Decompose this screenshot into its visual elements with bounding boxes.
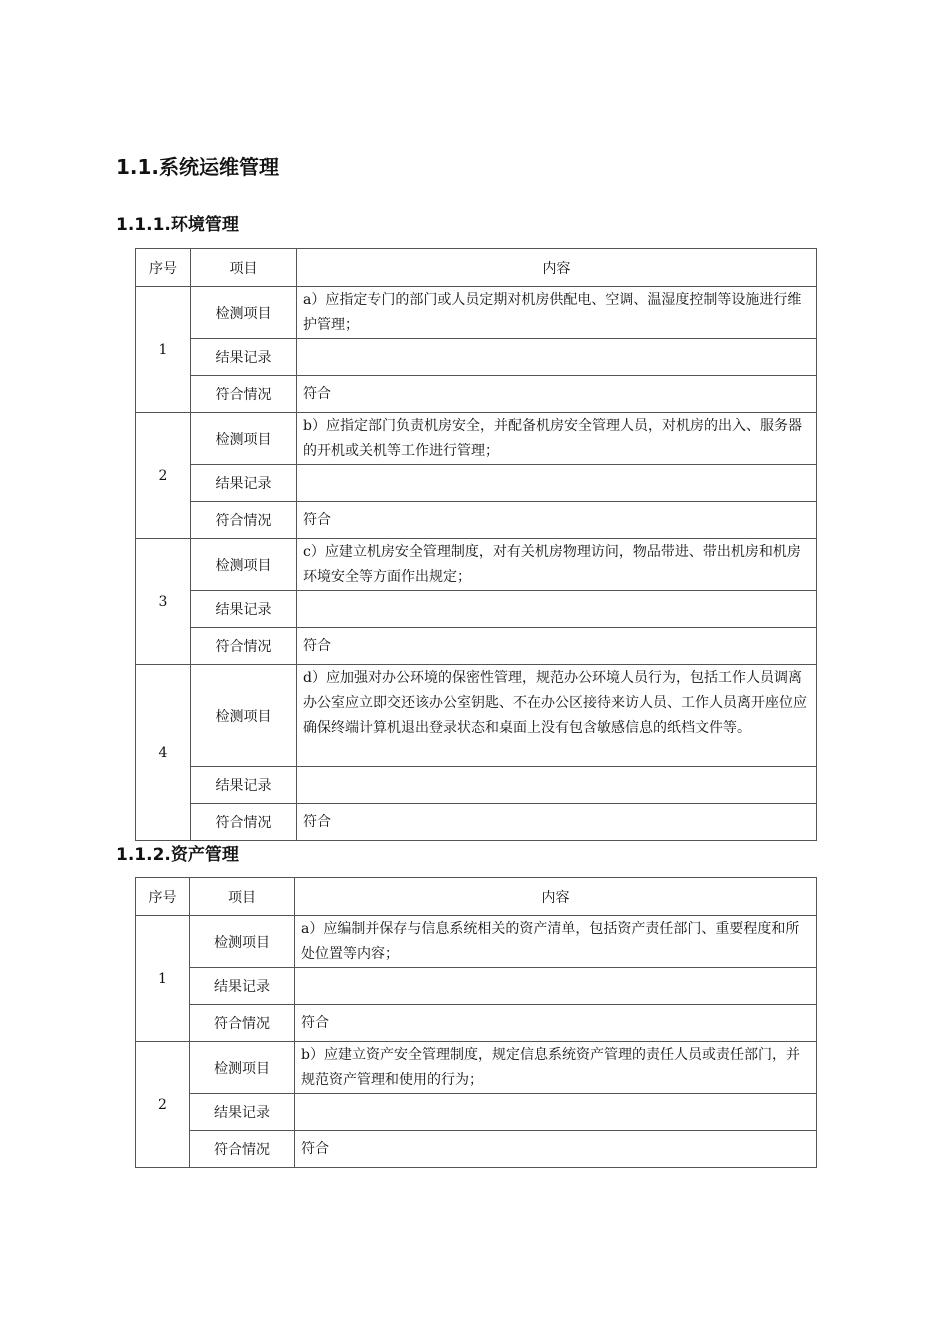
table-row (136, 804, 817, 841)
comply-label: 符合情况 (191, 376, 297, 413)
table-row (136, 339, 817, 376)
table-row (136, 502, 817, 539)
comply-label: 符合情况 (191, 804, 297, 841)
comply-text: 符合 (297, 376, 817, 413)
check-label: 检测项目 (191, 287, 297, 339)
comply-text: 符合 (297, 502, 817, 539)
check-text: b）应建立资产安全管理制度，规定信息系统资产管理的责任人员或责任部门，并规范资产管理和使用的行为； (295, 1042, 817, 1094)
check-text: d）应加强对办公环境的保密性管理，规范办公环境人员行为，包括工作人员调离办公室应立即交还该办公室钥匙、不在办公区接待来访人员、工作人员离开座位应确保终端计算机退出登录状态和桌面上没有包含敏感信息的纸档文件等。 (297, 665, 817, 767)
result-label: 结果记录 (190, 968, 295, 1005)
check-text: c）应建立机房安全管理制度，对有关机房物理访问，物品带进、带出机房和机房环境安全等方面作出规定； (297, 539, 817, 591)
result-label: 结果记录 (191, 767, 297, 804)
check-label: 检测项目 (191, 665, 297, 767)
comply-text: 符合 (297, 628, 817, 665)
environment-table (135, 248, 817, 841)
comply-text: 符合 (297, 804, 817, 841)
check-text: b）应指定部门负责机房安全，并配备机房安全管理人员，对机房的出入、服务器的开机或关机等工作进行管理； (297, 413, 817, 465)
check-label: 检测项目 (190, 916, 295, 968)
table-row (136, 1094, 817, 1131)
comply-text: 符合 (295, 1131, 817, 1168)
check-text: a）应编制并保存与信息系统相关的资产清单，包括资产责任部门、重要程度和所处位置等内容； (295, 916, 817, 968)
result-label: 结果记录 (190, 1094, 295, 1131)
check-label: 检测项目 (191, 413, 297, 465)
result-text (295, 968, 817, 1005)
header-item: 项目 (191, 249, 297, 287)
table-row (136, 1005, 817, 1042)
check-label: 检测项目 (191, 539, 297, 591)
table-header-row (136, 878, 817, 916)
result-text (295, 1094, 817, 1131)
table-row (136, 539, 817, 591)
result-label: 结果记录 (191, 339, 297, 376)
table-row (136, 767, 817, 804)
header-content: 内容 (297, 249, 817, 287)
table-row (136, 968, 817, 1005)
result-label: 结果记录 (191, 591, 297, 628)
header-seq: 序号 (136, 878, 190, 916)
result-text (297, 767, 817, 804)
row-seq: 1 (136, 916, 190, 1042)
comply-label: 符合情况 (191, 628, 297, 665)
result-label: 结果记录 (191, 465, 297, 502)
table-row (136, 287, 817, 339)
section-heading-environment: 1.1.1.环境管理 (116, 215, 239, 235)
row-seq: 2 (136, 1042, 190, 1168)
table-row (136, 1042, 817, 1094)
table-row (136, 413, 817, 465)
result-text (297, 339, 817, 376)
comply-text: 符合 (295, 1005, 817, 1042)
table-row (136, 465, 817, 502)
table-header-row (136, 249, 817, 287)
table-row (136, 628, 817, 665)
table-row (136, 916, 817, 968)
comply-label: 符合情况 (191, 502, 297, 539)
check-text: a）应指定专门的部门或人员定期对机房供配电、空调、温湿度控制等设施进行维护管理； (297, 287, 817, 339)
result-text (297, 465, 817, 502)
check-label: 检测项目 (190, 1042, 295, 1094)
header-content: 内容 (295, 878, 817, 916)
table-row (136, 665, 817, 767)
result-text (297, 591, 817, 628)
page-title: 1.1.系统运维管理 (116, 155, 280, 179)
row-seq: 3 (136, 539, 191, 665)
row-seq: 1 (136, 287, 191, 413)
header-item: 项目 (190, 878, 295, 916)
table-row (136, 376, 817, 413)
comply-label: 符合情况 (190, 1131, 295, 1168)
comply-label: 符合情况 (190, 1005, 295, 1042)
header-seq: 序号 (136, 249, 191, 287)
row-seq: 4 (136, 665, 191, 841)
section-heading-assets: 1.1.2.资产管理 (116, 845, 239, 865)
row-seq: 2 (136, 413, 191, 539)
table-row (136, 591, 817, 628)
table-row (136, 1131, 817, 1168)
assets-table (135, 877, 817, 1168)
